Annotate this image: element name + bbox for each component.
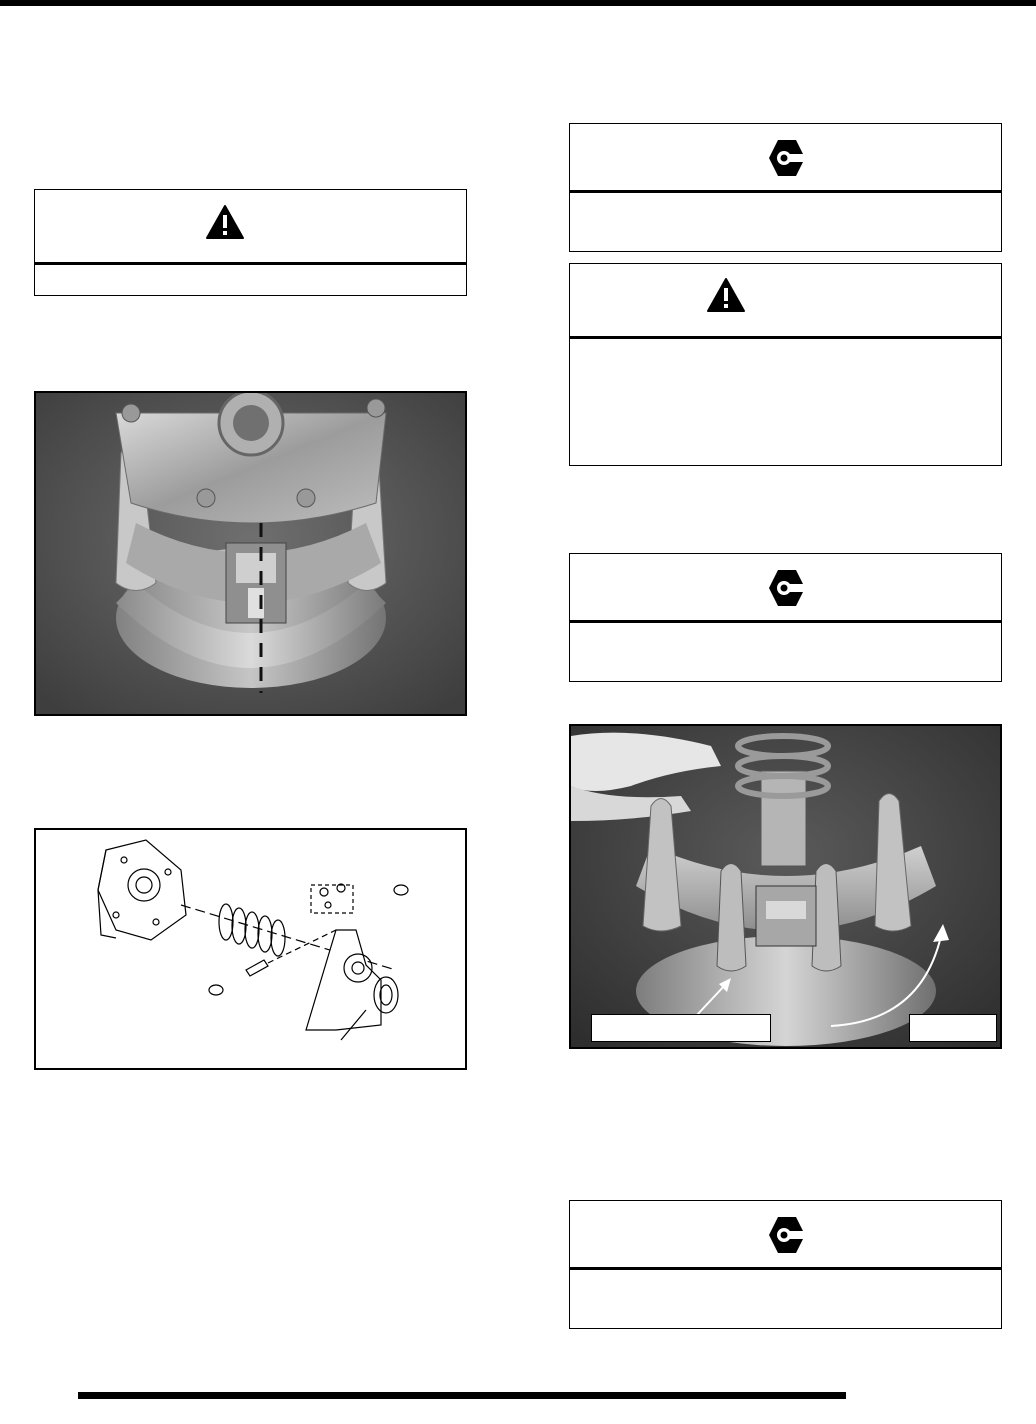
clutch-assembly-photo — [34, 391, 467, 716]
wrench-icon — [768, 1215, 806, 1255]
callout-label-left — [591, 1014, 771, 1042]
tool-box-1 — [569, 123, 1002, 252]
warning-triangle-icon — [205, 204, 245, 240]
tool-box-3 — [569, 1200, 1002, 1329]
warning-box-right — [569, 263, 1002, 466]
warning-triangle-icon — [706, 277, 746, 313]
top-page-rule — [0, 0, 1036, 6]
callout-label-right — [909, 1014, 997, 1042]
spring-install-photo — [569, 724, 1002, 1049]
cover-plate-drawing — [98, 840, 186, 940]
bottom-page-rule — [78, 1392, 846, 1399]
wrench-icon — [768, 138, 806, 178]
tool-divider — [570, 190, 1001, 193]
exploded-diagram-figure — [34, 828, 467, 1070]
wrench-icon — [768, 568, 806, 608]
spring-drawing — [219, 904, 285, 956]
warning-divider — [570, 336, 1001, 339]
tool-box-2 — [569, 553, 1002, 682]
tool-divider — [570, 620, 1001, 623]
warning-box-left — [34, 189, 467, 296]
warning-divider — [35, 262, 466, 265]
tool-divider — [570, 1267, 1001, 1270]
hardware-inset-drawing — [311, 884, 353, 913]
pin-drawing — [246, 930, 336, 976]
